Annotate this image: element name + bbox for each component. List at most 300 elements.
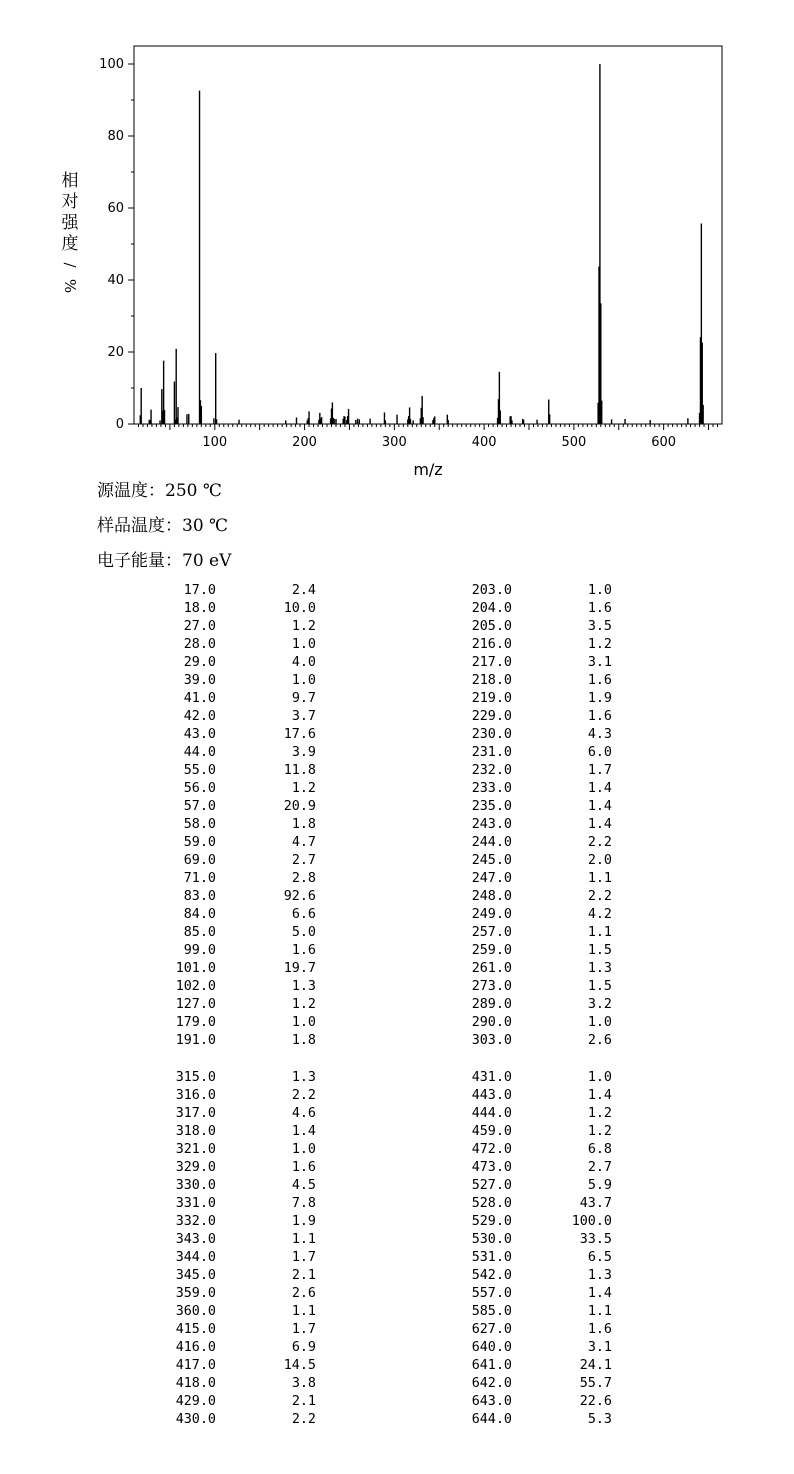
table-row <box>446 1249 612 1267</box>
table-row <box>150 852 316 870</box>
mz-value: 218.0 <box>471 673 512 688</box>
mz-value: 443.0 <box>471 1088 512 1103</box>
mz-value: 43.0 <box>183 727 216 742</box>
mz-value: 643.0 <box>471 1394 512 1409</box>
intensity-value: 92.6 <box>283 889 316 904</box>
y-tick-label: 100 <box>99 57 124 72</box>
intensity-value: 1.6 <box>587 673 612 688</box>
intensity-value: 1.6 <box>587 1322 612 1337</box>
intensity-value: 10.0 <box>283 601 316 616</box>
mz-value: 259.0 <box>471 943 512 958</box>
mz-value: 418.0 <box>175 1376 216 1391</box>
table-row <box>150 1105 316 1123</box>
mz-value: 261.0 <box>471 961 512 976</box>
table-row <box>446 1087 612 1105</box>
intensity-value: 7.8 <box>291 1196 316 1211</box>
intensity-value: 4.3 <box>587 727 612 742</box>
mz-value: 332.0 <box>175 1214 216 1229</box>
mz-value: 28.0 <box>183 637 216 652</box>
intensity-value: 4.7 <box>291 835 316 850</box>
mz-value: 627.0 <box>471 1322 512 1337</box>
y-axis-label-char: 强 <box>61 213 79 233</box>
mz-value: 244.0 <box>471 835 512 850</box>
intensity-value: 14.5 <box>283 1358 316 1373</box>
mz-value: 360.0 <box>175 1304 216 1319</box>
electron-energy: 电子能量：70 eV <box>97 551 232 571</box>
y-axis-label-char: 相 <box>61 171 79 191</box>
table-row <box>446 582 612 600</box>
mz-value: 459.0 <box>471 1124 512 1139</box>
intensity-value: 1.1 <box>587 1304 612 1319</box>
mz-value: 431.0 <box>471 1070 512 1085</box>
intensity-value: 2.7 <box>291 853 316 868</box>
table-row <box>150 1321 316 1339</box>
peak-table-block-2 <box>446 582 612 1050</box>
intensity-value: 5.9 <box>587 1178 612 1193</box>
intensity-value: 6.0 <box>587 745 612 760</box>
table-row <box>150 600 316 618</box>
intensity-value: 55.7 <box>579 1376 612 1391</box>
table-row <box>446 1014 612 1032</box>
table-row <box>446 618 612 636</box>
intensity-value: 2.2 <box>291 1412 316 1427</box>
mz-value: 640.0 <box>471 1340 512 1355</box>
mz-value: 529.0 <box>471 1214 512 1229</box>
table-row <box>446 1285 612 1303</box>
intensity-value: 1.4 <box>587 799 612 814</box>
table-row <box>446 1213 612 1231</box>
table-row <box>150 1069 316 1087</box>
intensity-value: 17.6 <box>283 727 316 742</box>
mz-value: 416.0 <box>175 1340 216 1355</box>
x-tick-label: 200 <box>292 435 317 450</box>
mz-value: 245.0 <box>471 853 512 868</box>
table-row <box>446 654 612 672</box>
mz-value: 233.0 <box>471 781 512 796</box>
mz-value: 179.0 <box>175 1015 216 1030</box>
intensity-value: 1.0 <box>291 637 316 652</box>
mz-value: 39.0 <box>183 673 216 688</box>
intensity-value: 3.1 <box>587 1340 612 1355</box>
intensity-value: 20.9 <box>283 799 316 814</box>
intensity-value: 2.2 <box>587 889 612 904</box>
table-row <box>150 942 316 960</box>
mz-value: 58.0 <box>183 817 216 832</box>
mz-value: 249.0 <box>471 907 512 922</box>
intensity-value: 2.2 <box>291 1088 316 1103</box>
y-tick-label: 60 <box>107 201 124 216</box>
mz-value: 41.0 <box>183 691 216 706</box>
table-row <box>446 1321 612 1339</box>
table-row <box>150 834 316 852</box>
mz-value: 56.0 <box>183 781 216 796</box>
intensity-value: 1.0 <box>587 1070 612 1085</box>
table-row <box>446 1375 612 1393</box>
table-row <box>446 600 612 618</box>
source-temperature: 源温度：250 ℃ <box>97 481 222 501</box>
mz-value: 27.0 <box>183 619 216 634</box>
intensity-value: 1.1 <box>291 1304 316 1319</box>
table-row <box>150 1285 316 1303</box>
table-row <box>446 690 612 708</box>
mz-value: 17.0 <box>183 583 216 598</box>
mz-value: 235.0 <box>471 799 512 814</box>
y-axis-label-char: 度 <box>61 234 79 254</box>
mz-value: 417.0 <box>175 1358 216 1373</box>
table-row <box>150 816 316 834</box>
intensity-value: 3.2 <box>587 997 612 1012</box>
table-row <box>150 744 316 762</box>
table-row <box>150 582 316 600</box>
intensity-value: 2.8 <box>291 871 316 886</box>
intensity-value: 1.0 <box>291 673 316 688</box>
table-row <box>446 1339 612 1357</box>
table-row <box>150 708 316 726</box>
mz-value: 230.0 <box>471 727 512 742</box>
mz-value: 345.0 <box>175 1268 216 1283</box>
table-row <box>150 1195 316 1213</box>
mz-value: 472.0 <box>471 1142 512 1157</box>
table-row <box>150 1014 316 1032</box>
intensity-value: 1.4 <box>291 1124 316 1139</box>
mz-value: 429.0 <box>175 1394 216 1409</box>
table-row <box>446 960 612 978</box>
intensity-value: 1.7 <box>587 763 612 778</box>
table-row <box>446 762 612 780</box>
x-tick-label: 400 <box>471 435 497 450</box>
table-row <box>446 888 612 906</box>
mz-value: 216.0 <box>471 637 512 652</box>
y-axis-label-char: 对 <box>61 192 79 212</box>
mz-value: 415.0 <box>175 1322 216 1337</box>
intensity-value: 43.7 <box>579 1196 612 1211</box>
intensity-value: 1.3 <box>587 1268 612 1283</box>
table-row <box>150 1375 316 1393</box>
table-row <box>446 1069 612 1087</box>
table-row <box>446 834 612 852</box>
x-tick-label: 100 <box>202 435 228 450</box>
table-row <box>150 960 316 978</box>
mz-value: 203.0 <box>471 583 512 598</box>
mz-value: 248.0 <box>471 889 512 904</box>
x-axis-label: m/z <box>413 460 443 479</box>
intensity-value: 1.4 <box>587 781 612 796</box>
intensity-value: 11.8 <box>283 763 316 778</box>
table-row <box>446 1411 612 1429</box>
mz-value: 229.0 <box>471 709 512 724</box>
mz-value: 99.0 <box>183 943 216 958</box>
mz-value: 444.0 <box>471 1106 512 1121</box>
table-row <box>150 726 316 744</box>
mz-value: 331.0 <box>175 1196 216 1211</box>
mz-value: 557.0 <box>471 1286 512 1301</box>
table-row <box>150 690 316 708</box>
intensity-value: 6.5 <box>587 1250 612 1265</box>
intensity-value: 1.6 <box>587 709 612 724</box>
intensity-value: 1.3 <box>291 979 316 994</box>
intensity-value: 1.2 <box>291 781 316 796</box>
mz-value: 71.0 <box>183 871 216 886</box>
intensity-value: 1.0 <box>587 1015 612 1030</box>
intensity-value: 2.1 <box>291 1268 316 1283</box>
intensity-value: 1.4 <box>587 1286 612 1301</box>
table-row <box>446 1195 612 1213</box>
table-row <box>150 1213 316 1231</box>
table-row <box>446 780 612 798</box>
y-axis-label-char: / <box>61 262 79 268</box>
table-row <box>446 1032 612 1050</box>
intensity-value: 2.6 <box>291 1286 316 1301</box>
plot-frame <box>134 46 722 424</box>
table-row <box>446 1159 612 1177</box>
table-row <box>150 1159 316 1177</box>
table-row <box>150 1303 316 1321</box>
table-row <box>446 1141 612 1159</box>
table-row <box>446 708 612 726</box>
mz-value: 243.0 <box>471 817 512 832</box>
mz-value: 205.0 <box>471 619 512 634</box>
table-row <box>150 618 316 636</box>
x-tick-label: 600 <box>651 435 677 450</box>
mz-value: 217.0 <box>471 655 512 670</box>
mz-value: 231.0 <box>471 745 512 760</box>
intensity-value: 5.3 <box>587 1412 612 1427</box>
mz-value: 585.0 <box>471 1304 512 1319</box>
table-row <box>446 744 612 762</box>
intensity-value: 1.6 <box>291 1160 316 1175</box>
table-row <box>446 942 612 960</box>
mz-value: 257.0 <box>471 925 512 940</box>
table-row <box>446 1105 612 1123</box>
y-axis-label-char: % <box>61 278 79 294</box>
intensity-value: 1.2 <box>587 1106 612 1121</box>
mz-value: 316.0 <box>175 1088 216 1103</box>
intensity-value: 2.7 <box>587 1160 612 1175</box>
table-row <box>150 996 316 1014</box>
mz-value: 18.0 <box>183 601 216 616</box>
mz-value: 344.0 <box>175 1250 216 1265</box>
mz-value: 531.0 <box>471 1250 512 1265</box>
intensity-value: 19.7 <box>283 961 316 976</box>
x-tick-label: 300 <box>381 435 407 450</box>
intensity-value: 33.5 <box>579 1232 612 1247</box>
intensity-value: 1.5 <box>587 979 612 994</box>
mz-value: 69.0 <box>183 853 216 868</box>
intensity-value: 1.2 <box>587 1124 612 1139</box>
intensity-value: 1.3 <box>587 961 612 976</box>
peak-table-block-4 <box>446 1069 612 1429</box>
x-tick-label: 500 <box>561 435 587 450</box>
intensity-value: 22.6 <box>579 1394 612 1409</box>
intensity-value: 6.9 <box>291 1340 316 1355</box>
table-row <box>446 726 612 744</box>
table-row <box>150 1177 316 1195</box>
table-row <box>446 1231 612 1249</box>
intensity-value: 6.6 <box>291 907 316 922</box>
table-row <box>150 978 316 996</box>
table-row <box>150 672 316 690</box>
intensity-value: 1.0 <box>291 1015 316 1030</box>
table-row <box>150 870 316 888</box>
mz-value: 85.0 <box>183 925 216 940</box>
table-row <box>446 672 612 690</box>
intensity-value: 100.0 <box>571 1214 612 1229</box>
intensity-value: 24.1 <box>579 1358 612 1373</box>
mz-value: 343.0 <box>175 1232 216 1247</box>
mz-value: 204.0 <box>471 601 512 616</box>
mz-value: 530.0 <box>471 1232 512 1247</box>
mz-value: 289.0 <box>471 997 512 1012</box>
y-tick-label: 80 <box>107 129 124 144</box>
intensity-value: 1.4 <box>587 1088 612 1103</box>
mz-value: 321.0 <box>175 1142 216 1157</box>
intensity-value: 1.5 <box>587 943 612 958</box>
intensity-value: 1.9 <box>291 1214 316 1229</box>
sample-temperature: 样品温度：30 ℃ <box>97 516 229 536</box>
mz-value: 42.0 <box>183 709 216 724</box>
table-row <box>150 654 316 672</box>
intensity-value: 1.0 <box>587 583 612 598</box>
table-row <box>446 924 612 942</box>
intensity-value: 1.4 <box>587 817 612 832</box>
table-row <box>446 1177 612 1195</box>
peaks <box>140 64 703 424</box>
table-row <box>446 1267 612 1285</box>
mz-value: 84.0 <box>183 907 216 922</box>
table-row <box>150 798 316 816</box>
mz-value: 219.0 <box>471 691 512 706</box>
mz-value: 473.0 <box>471 1160 512 1175</box>
table-row <box>446 870 612 888</box>
mz-value: 290.0 <box>471 1015 512 1030</box>
intensity-value: 1.7 <box>291 1322 316 1337</box>
table-row <box>150 888 316 906</box>
y-tick-label: 40 <box>107 273 124 288</box>
intensity-value: 2.1 <box>291 1394 316 1409</box>
intensity-value: 9.7 <box>291 691 316 706</box>
table-row <box>150 906 316 924</box>
table-row <box>150 780 316 798</box>
intensity-value: 4.5 <box>291 1178 316 1193</box>
table-row <box>150 1087 316 1105</box>
axis-ticks <box>99 57 717 450</box>
table-row <box>150 924 316 942</box>
table-row <box>150 636 316 654</box>
table-row <box>150 1141 316 1159</box>
table-row <box>446 1303 612 1321</box>
mz-value: 527.0 <box>471 1178 512 1193</box>
intensity-value: 3.8 <box>291 1376 316 1391</box>
table-row <box>150 1123 316 1141</box>
intensity-value: 1.9 <box>587 691 612 706</box>
table-row <box>150 1411 316 1429</box>
mz-value: 127.0 <box>175 997 216 1012</box>
table-row <box>446 1123 612 1141</box>
mz-value: 83.0 <box>183 889 216 904</box>
intensity-value: 2.0 <box>587 853 612 868</box>
table-row <box>150 1339 316 1357</box>
y-axis-label <box>61 171 80 293</box>
table-row <box>150 1231 316 1249</box>
intensity-value: 1.1 <box>587 925 612 940</box>
table-row <box>150 762 316 780</box>
mz-value: 430.0 <box>175 1412 216 1427</box>
intensity-value: 1.8 <box>291 1033 316 1048</box>
table-row <box>150 1267 316 1285</box>
mz-value: 644.0 <box>471 1412 512 1427</box>
mz-value: 57.0 <box>183 799 216 814</box>
mz-value: 102.0 <box>175 979 216 994</box>
mz-value: 359.0 <box>175 1286 216 1301</box>
mz-value: 317.0 <box>175 1106 216 1121</box>
intensity-value: 1.6 <box>291 943 316 958</box>
mz-value: 528.0 <box>471 1196 512 1211</box>
table-row <box>150 1393 316 1411</box>
table-row <box>446 1357 612 1375</box>
table-row <box>446 852 612 870</box>
mz-value: 191.0 <box>175 1033 216 1048</box>
intensity-value: 2.6 <box>587 1033 612 1048</box>
mz-value: 101.0 <box>175 961 216 976</box>
mz-value: 318.0 <box>175 1124 216 1139</box>
intensity-value: 1.2 <box>291 619 316 634</box>
mz-value: 59.0 <box>183 835 216 850</box>
intensity-value: 3.7 <box>291 709 316 724</box>
y-tick-label: 0 <box>115 417 124 432</box>
intensity-value: 6.8 <box>587 1142 612 1157</box>
cut-off-row <box>170 1462 178 1474</box>
intensity-value: 4.2 <box>587 907 612 922</box>
y-tick-label: 20 <box>107 345 124 360</box>
intensity-value: 1.8 <box>291 817 316 832</box>
peak-table-block-3 <box>150 1069 316 1429</box>
intensity-value: 1.6 <box>587 601 612 616</box>
intensity-value: 2.4 <box>291 583 316 598</box>
table-row <box>446 906 612 924</box>
mz-value: 247.0 <box>471 871 512 886</box>
mz-value: 29.0 <box>183 655 216 670</box>
intensity-value: 1.3 <box>291 1070 316 1085</box>
intensity-value: 1.0 <box>291 1142 316 1157</box>
mz-value: 55.0 <box>183 763 216 778</box>
intensity-value: 1.1 <box>291 1232 316 1247</box>
intensity-value: 1.1 <box>587 871 612 886</box>
table-row <box>150 1357 316 1375</box>
mass-spectrum-chart <box>0 0 794 480</box>
mz-value: 303.0 <box>471 1033 512 1048</box>
mz-value: 542.0 <box>471 1268 512 1283</box>
mz-value: 44.0 <box>183 745 216 760</box>
table-row <box>446 816 612 834</box>
table-row <box>446 798 612 816</box>
intensity-value: 2.2 <box>587 835 612 850</box>
table-row <box>150 1032 316 1050</box>
mz-value: 329.0 <box>175 1160 216 1175</box>
table-row <box>150 1249 316 1267</box>
intensity-value: 3.5 <box>587 619 612 634</box>
table-row <box>446 636 612 654</box>
intensity-value: 1.7 <box>291 1250 316 1265</box>
intensity-value: 5.0 <box>291 925 316 940</box>
mz-value: 330.0 <box>175 1178 216 1193</box>
intensity-value: 3.1 <box>587 655 612 670</box>
mz-value: 273.0 <box>471 979 512 994</box>
intensity-value: 1.2 <box>587 637 612 652</box>
table-row <box>446 978 612 996</box>
table-row <box>446 1393 612 1411</box>
mz-value: 232.0 <box>471 763 512 778</box>
intensity-value: 3.9 <box>291 745 316 760</box>
